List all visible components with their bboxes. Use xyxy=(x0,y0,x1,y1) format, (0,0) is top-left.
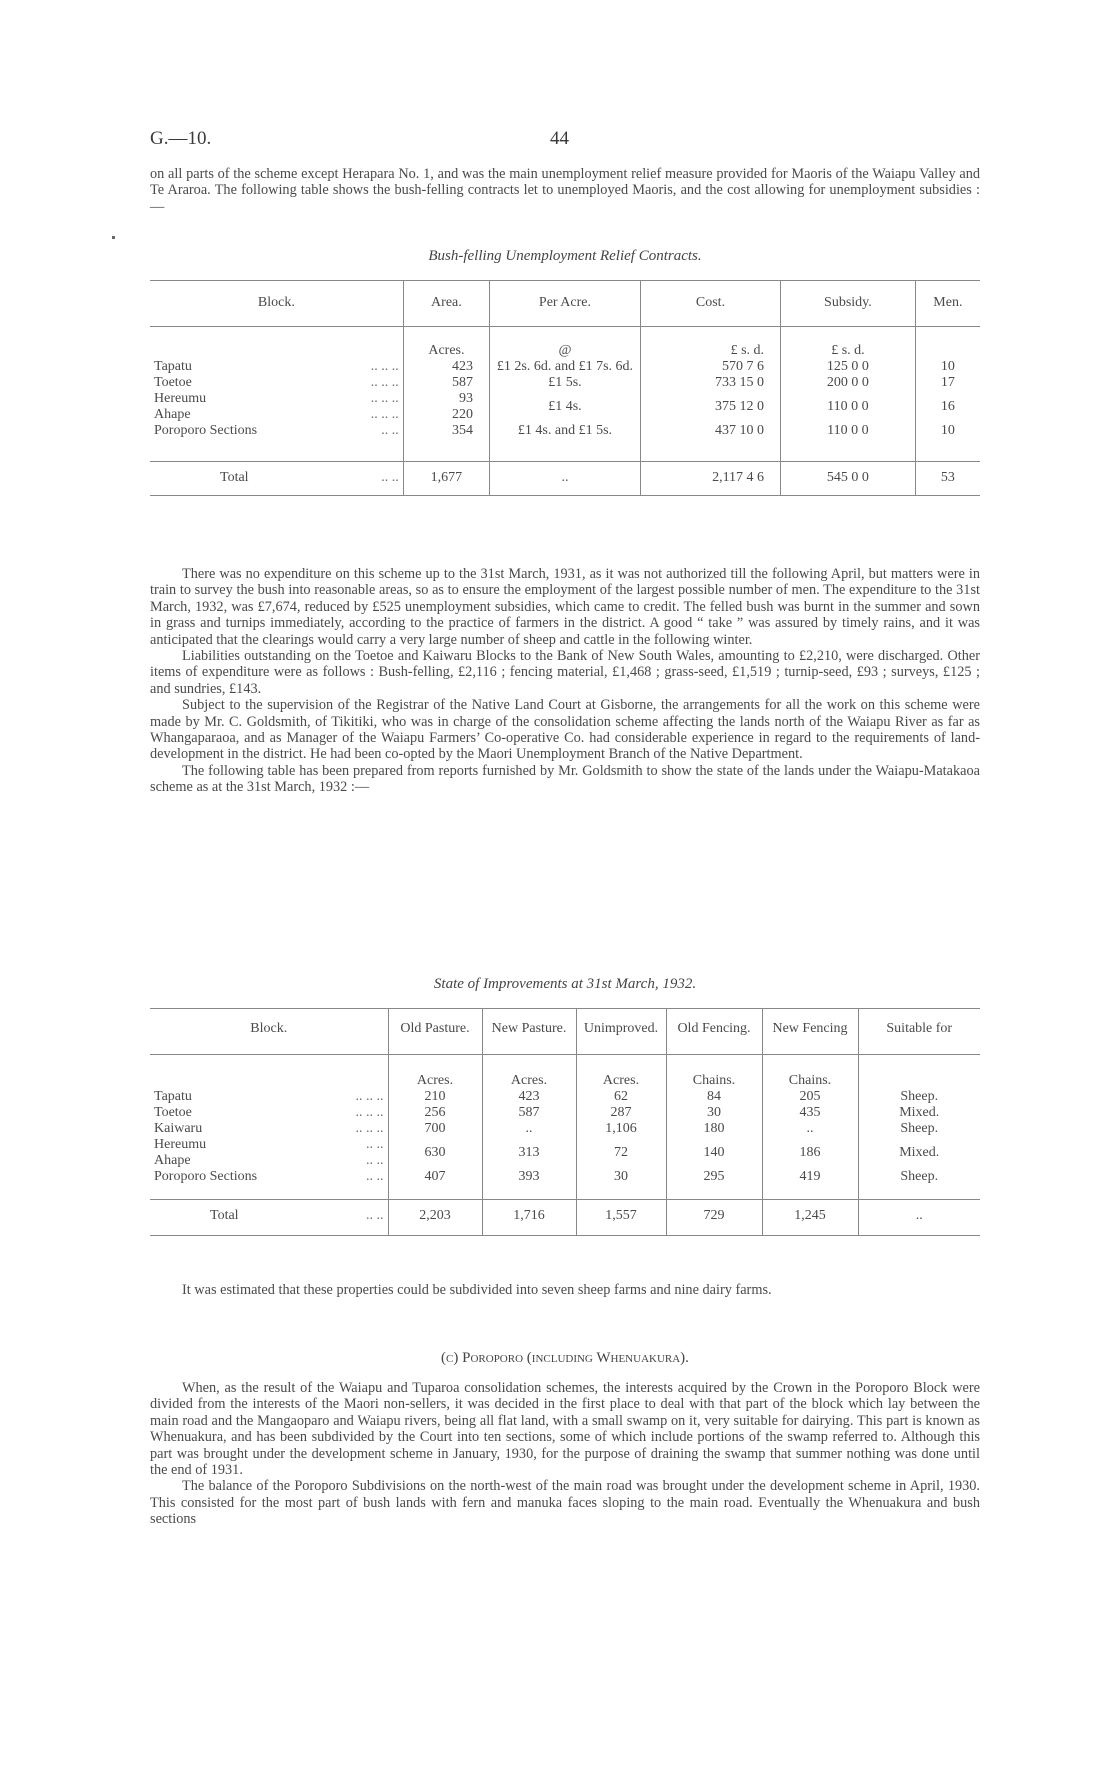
total-old-pasture: 2,203 xyxy=(388,1200,482,1236)
estimate-paragraph xyxy=(150,1282,980,1298)
row-suitable: Sheep. xyxy=(858,1169,980,1200)
unit-cost: £ s. d. xyxy=(640,327,780,360)
row-old-pasture: 210 xyxy=(388,1089,482,1105)
row-area: 587 xyxy=(403,375,489,391)
page-number: 44 xyxy=(550,128,569,149)
section-paragraphs xyxy=(150,1380,980,1528)
row-old-pasture: 700 xyxy=(388,1121,482,1137)
col-suitable-for: Suitable for xyxy=(858,1009,980,1055)
row-old-fencing: 30 xyxy=(666,1105,762,1121)
paragraph-balance: The balance of the Poroporo Subdivisions on the north-west of the main road was brought under the development scheme in April, 1930. This consisted for the most part of bush lands with fern and manuka faces sloping to the main road. Eventually the Whenuakura and bush sections xyxy=(150,1478,980,1528)
row-dots: .. .. .. xyxy=(355,1105,384,1120)
total-dots: .. .. xyxy=(381,470,399,485)
paragraph-expenditure: There was no expenditure on this scheme up to the 31st March, 1931, as it was not authorized till the following April, but matters were in train to survey the bush into reasonable areas, so as to ensure the employment of the largest possible number of men. The expenditure to the 31st March, 1932, was £7,674, reduced by £525 unemployment subsidies, which came to credit. The felled bush was burnt in the summer and sown in grass and turnips immediately, according to the practice of farmers in the district. A good “ take ” was assured by timely rains, and it was anticipated that the clearings would carry a very large number of sheep and cattle in the following winter. xyxy=(150,566,980,648)
row-men: 10 xyxy=(915,423,980,462)
paragraph-supervision: Subject to the supervision of the Registrar of the Native Land Court at Gisborne, the arrangements for all the work on this scheme were made by Mr. C. Goldsmith, of Tikitiki, who was in charge of the consolidation scheme affecting the lands north of the Waiapu River as far as Whangaparaoa, and as Manager of the Waiapu Farmers’ Co-operative Co. had considerable experience in regard to the requirements of land-development in the district. He had been co-opted by the Maori Unemployment Branch of the Native Department. xyxy=(150,697,980,763)
unit-new-pasture: Acres. xyxy=(482,1055,576,1090)
col-cost: Cost. xyxy=(640,281,780,327)
row-suitable: Sheep. xyxy=(858,1089,980,1105)
body-paragraphs xyxy=(150,566,980,796)
row-unimproved: 62 xyxy=(576,1089,666,1105)
row-per-acre: £1 2s. 6d. and £1 7s. 6d. xyxy=(490,359,641,375)
total-unimproved: 1,557 xyxy=(576,1200,666,1236)
row-per-acre: £1 4s. and £1 5s. xyxy=(490,423,641,462)
row-area: 220 xyxy=(403,407,489,423)
unit-unimproved: Acres. xyxy=(576,1055,666,1090)
row-area: 93 xyxy=(403,391,489,407)
row-new-fencing: 205 xyxy=(762,1089,858,1105)
table2-header-row xyxy=(150,1009,980,1055)
row-area: 354 xyxy=(403,423,489,462)
paragraph-table-intro: The following table has been prepared from reports furnished by Mr. Goldsmith to show the state of the lands under the Waiapu-Matakaoa scheme as at the 31st March, 1932 :— xyxy=(150,762,980,796)
row-block: Ahape xyxy=(154,1153,191,1168)
row-new-fencing: .. xyxy=(762,1121,858,1137)
total-suitable: .. xyxy=(858,1200,980,1236)
page-header xyxy=(150,128,980,158)
intro-text: on all parts of the scheme except Herapara No. 1, and was the main unemployment relief measure provided for Maoris of the Waiapu Valley and Te Araroa. The following table shows the bush-felling contracts let to unemployed Maoris, and the cost allowing for unemployment subsidies :— xyxy=(150,166,980,215)
row-dots: .. .. .. xyxy=(370,407,399,422)
total-label: Total xyxy=(210,1208,239,1223)
table-row xyxy=(150,1137,980,1153)
col-per-acre: Per Acre. xyxy=(490,281,641,327)
row-old-fencing: 180 xyxy=(666,1121,762,1137)
row-block: Tapatu xyxy=(154,1089,192,1104)
total-new-fencing: 1,245 xyxy=(762,1200,858,1236)
total-men: 53 xyxy=(915,462,980,496)
row-dots: .. .. .. xyxy=(370,391,399,406)
row-subsidy: 125 0 0 xyxy=(781,359,916,375)
total-label: Total xyxy=(220,470,249,485)
row-unimproved: 287 xyxy=(576,1105,666,1121)
table2-total-row xyxy=(150,1200,980,1236)
col-old-fencing: Old Fencing. xyxy=(666,1009,762,1055)
total-area: 1,677 xyxy=(403,462,489,496)
row-men: 17 xyxy=(915,375,980,391)
row-per-acre: £1 4s. xyxy=(490,391,641,423)
unit-old-pasture: Acres. xyxy=(388,1055,482,1090)
row-block: Poroporo Sections xyxy=(154,1169,258,1184)
row-new-pasture: 393 xyxy=(482,1169,576,1200)
table-row xyxy=(150,359,980,375)
row-new-pasture: 587 xyxy=(482,1105,576,1121)
row-dots: .. .. xyxy=(366,1169,384,1184)
row-men: 10 xyxy=(915,359,980,375)
row-unimproved: 30 xyxy=(576,1169,666,1200)
row-cost: 375 12 0 xyxy=(640,391,780,423)
row-subsidy: 110 0 0 xyxy=(781,391,916,423)
row-old-fencing: 140 xyxy=(666,1137,762,1169)
table-row xyxy=(150,375,980,391)
col-area: Area. xyxy=(403,281,489,327)
total-old-fencing: 729 xyxy=(666,1200,762,1236)
col-subsidy: Subsidy. xyxy=(781,281,916,327)
estimate-text: It was estimated that these properties could be subdivided into seven sheep farms and nine dairy farms. xyxy=(182,1282,772,1298)
row-dots: .. .. .. xyxy=(370,359,399,374)
row-old-pasture: 630 xyxy=(388,1137,482,1169)
row-block: Toetoe xyxy=(154,375,192,390)
table2-caption: State of Improvements at 31st March, 1932. xyxy=(433,976,697,992)
row-per-acre: £1 5s. xyxy=(490,375,641,391)
section-heading: (c) Poroporo (including Whenuakura). xyxy=(441,1350,689,1366)
col-new-fencing: New Fencing xyxy=(762,1009,858,1055)
col-unimproved: Unimproved. xyxy=(576,1009,666,1055)
row-new-pasture: .. xyxy=(482,1121,576,1137)
total-subsidy: 545 0 0 xyxy=(781,462,916,496)
row-cost: 733 15 0 xyxy=(640,375,780,391)
row-block: Hereumu xyxy=(154,391,207,406)
table1-total-row xyxy=(150,462,980,496)
table1-header-row xyxy=(150,281,980,327)
row-old-pasture: 256 xyxy=(388,1105,482,1121)
row-dots: .. .. xyxy=(381,423,399,438)
table1-units-row xyxy=(150,327,980,360)
row-suitable: Mixed. xyxy=(858,1105,980,1121)
table-row xyxy=(150,391,980,407)
row-block: Toetoe xyxy=(154,1105,192,1120)
row-old-pasture: 407 xyxy=(388,1169,482,1200)
row-old-fencing: 84 xyxy=(666,1089,762,1105)
row-area: 423 xyxy=(403,359,489,375)
unit-per-acre: @ xyxy=(490,327,641,360)
total-dots: .. .. xyxy=(366,1208,384,1223)
row-block: Kaiwaru xyxy=(154,1121,203,1136)
row-subsidy: 200 0 0 xyxy=(781,375,916,391)
paragraph-whenuakura: When, as the result of the Waiapu and Tuparoa consolidation schemes, the interests acquired by the Crown in the Poroporo Block were divided from the interests of the Maori non-sellers, it was decided in the first place to deal with that part of the block which lay between the main road and the Mangaoparo and Waiapu rivers, being all flat land, with a small swamp on it, very suitable for dairying. This part is known as Whenuakura, and has been subdivided by the Court into ten sections, some of which include portions of the swamp referred to. Although this part was brought under the development scheme in January, 1930, for the purpose of draining the swamp that summer nothing was done until the end of 1931. xyxy=(150,1380,980,1479)
col-new-pasture: New Pasture. xyxy=(482,1009,576,1055)
unit-new-fencing: Chains. xyxy=(762,1055,858,1090)
row-suitable: Sheep. xyxy=(858,1121,980,1137)
row-new-fencing: 435 xyxy=(762,1105,858,1121)
table-row xyxy=(150,1089,980,1105)
col-men: Men. xyxy=(915,281,980,327)
row-new-pasture: 313 xyxy=(482,1137,576,1169)
row-block: Ahape xyxy=(154,407,191,422)
row-cost: 570 7 6 xyxy=(640,359,780,375)
row-new-pasture: 423 xyxy=(482,1089,576,1105)
row-block: Tapatu xyxy=(154,359,192,374)
table-row xyxy=(150,423,980,462)
unit-old-fencing: Chains. xyxy=(666,1055,762,1090)
intro-paragraph xyxy=(150,166,980,215)
row-dots: .. .. .. xyxy=(355,1121,384,1136)
row-dots: .. .. xyxy=(366,1153,384,1168)
col-block: Block. xyxy=(250,1021,288,1036)
row-suitable: Mixed. xyxy=(858,1137,980,1169)
col-old-pasture: Old Pasture. xyxy=(388,1009,482,1055)
row-unimproved: 1,106 xyxy=(576,1121,666,1137)
row-new-fencing: 186 xyxy=(762,1137,858,1169)
row-dots: .. .. .. xyxy=(370,375,399,390)
row-cost: 437 10 0 xyxy=(640,423,780,462)
row-dots: .. .. xyxy=(366,1137,384,1152)
row-men: 16 xyxy=(915,391,980,423)
margin-mark xyxy=(112,236,115,239)
document-reference: G.—10. xyxy=(150,128,212,149)
row-dots: .. .. .. xyxy=(355,1089,384,1104)
row-block: Poroporo Sections xyxy=(154,423,258,438)
col-block: Block. xyxy=(257,295,295,310)
bush-felling-table xyxy=(150,280,980,496)
unit-area: Acres. xyxy=(403,327,489,360)
total-new-pasture: 1,716 xyxy=(482,1200,576,1236)
total-cost: 2,117 4 6 xyxy=(640,462,780,496)
unit-subsidy: £ s. d. xyxy=(781,327,916,360)
row-new-fencing: 419 xyxy=(762,1169,858,1200)
table1-caption: Bush-felling Unemployment Relief Contracts. xyxy=(428,248,702,264)
row-old-fencing: 295 xyxy=(666,1169,762,1200)
table2-units-row xyxy=(150,1055,980,1090)
table-row xyxy=(150,1105,980,1121)
row-block: Hereumu xyxy=(154,1137,207,1152)
total-per-acre: .. xyxy=(490,462,641,496)
improvements-table xyxy=(150,1008,980,1236)
table-row xyxy=(150,1121,980,1137)
paragraph-liabilities: Liabilities outstanding on the Toetoe and Kaiwaru Blocks to the Bank of New South Wales, amounting to £2,210, were discharged. Other items of expenditure were as follows : Bush-felling, £2,116 ; fencing material, £1,468 ; grass-seed, £1,519 ; turnip-seed, £93 ; surveys, £125 ; and sundries, £143. xyxy=(150,648,980,697)
row-subsidy: 110 0 0 xyxy=(781,423,916,462)
table-row xyxy=(150,1169,980,1200)
row-unimproved: 72 xyxy=(576,1137,666,1169)
